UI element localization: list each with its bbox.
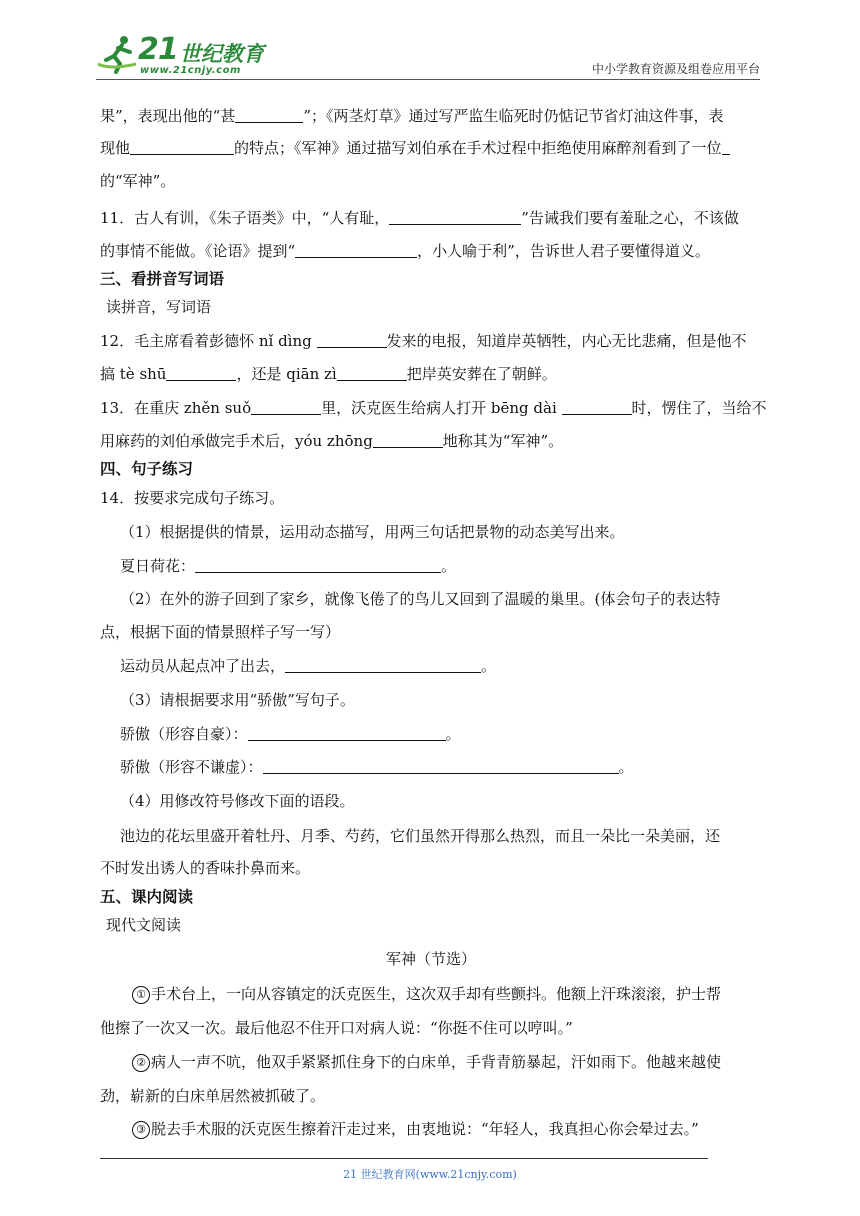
text-segment: 病人一声不吭，他双手紧紧抓住身下的白床单，手背青筋暴起，汗如雨下。他越来越使 [151,1053,722,1071]
subquestion-line: （3）请根据要求用“骄傲”写句子。 [120,691,355,709]
text-line [100,364,557,386]
answer-blank[interactable] [337,366,407,381]
answer-blank[interactable] [235,108,303,123]
text-segment: 手术台上，一向从容镇定的沃克医生，这次双手却有些颤抖。他额上汗珠滚滚，护士帮 [151,985,722,1003]
logo-url: www.21cnjy.com [140,65,241,76]
text-segment: 发来的电报，知道岸英牺牲，内心无比悲痛，但是他不 [386,332,747,350]
answer-blank[interactable] [251,400,321,415]
answer-blank[interactable] [722,140,730,155]
section-subtitle: 现代文阅读 [106,916,182,934]
text-line [100,138,730,160]
text-segment: 骄傲（形容不谦虚）： [120,758,263,776]
answer-blank[interactable] [295,243,417,258]
answer-line [120,656,496,678]
answer-line [120,556,456,578]
answer-blank[interactable] [389,210,521,225]
section-subtitle: 读拼音，写词语 [106,298,212,316]
text-segment: ，还是 qiān zì [236,365,337,383]
answer-blank[interactable] [285,658,481,673]
runner-icon [96,34,140,74]
answer-blank[interactable] [166,366,236,381]
header-divider [96,79,760,80]
text-segment: 12．毛主席看着彭德怀 nǐ dìng [100,332,317,350]
text-segment: ”告诫我们要有羞耻之心，不该做 [521,209,739,227]
site-logo[interactable] [96,30,296,78]
answer-blank[interactable] [562,400,632,415]
subquestion-line: （2）在外的游子回到了家乡，就像飞倦了的鸟儿又回到了温暖的巢里。(体会句子的表达特 [120,590,721,608]
text-line [100,106,724,128]
question-14-line: 14．按要求完成句子练习。 [100,489,285,507]
passage-paragraph [132,984,721,1006]
paragraph-number: ① [132,986,150,1004]
answer-line [120,757,634,779]
answer-blank[interactable] [317,333,387,348]
text-segment: 。 [445,725,461,743]
text-line: 点，根据下面的情景照样子写一写） [100,623,341,641]
text-segment: 运动员从起点冲了出去， [120,657,286,675]
text-segment: 骄傲（形容自豪）： [120,725,248,743]
text-segment: 。 [441,557,457,575]
text-line: 池边的花坛里盛开着牡丹、月季、芍药，它们虽然开得那么热烈，而且一朵比一朵美丽，还 [120,827,721,845]
text-segment: 搞 tè shū [100,365,167,383]
footer-divider [100,1158,708,1159]
text-segment: 时，愣住了，当给不 [631,399,767,417]
answer-blank[interactable] [195,558,441,573]
text-segment: 夏日荷花： [120,557,196,575]
logo-text: 世纪教育 [180,42,264,66]
text-segment: 13．在重庆 zhěn suǒ [100,399,252,417]
passage-paragraph [132,1052,721,1074]
answer-line [120,724,461,746]
text-line: 不时发出诱人的香味扑鼻而来。 [100,859,311,877]
text-segment: 里，沃克医生给病人打开 bēng dài [321,399,562,417]
question-11-line [100,208,739,230]
question-13-line [100,398,767,420]
passage-title: 军神（节选） [385,950,476,968]
text-segment: 的特点；《军神》通过描写刘伯承在手术过程中拒绝使用麻醉剂看到了一位 [234,139,722,157]
section-title: 四、句子练习 [100,460,194,478]
page-header [96,30,760,82]
answer-blank[interactable] [373,433,443,448]
text-line [100,241,710,263]
text-segment: ，小人喻于利”，告诉世人君子要懂得道义。 [417,242,710,260]
text-segment: 地称其为“军神”。 [442,432,564,450]
answer-blank[interactable] [130,140,234,155]
footer-link[interactable]: 21 世纪教育网(www.21cnjy.com) [343,1168,517,1181]
text-segment: 脱去手术服的沃克医生擦着汗走过来，由衷地说：“年轻人，我真担心你会晕过去。” [151,1120,699,1138]
paragraph-number: ② [132,1054,150,1072]
text-line: 劲，崭新的白床单居然被抓破了。 [100,1087,326,1105]
text-segment: 。 [618,758,634,776]
section-title: 三、看拼音写词语 [100,270,225,288]
text-segment: 。 [481,657,497,675]
section-title: 五、课内阅读 [100,888,194,906]
subquestion-line: （4）用修改符号修改下面的语段。 [120,792,355,810]
platform-name: 中小学教育资源及组卷应用平台 [591,62,760,76]
answer-blank[interactable] [248,726,446,741]
passage-paragraph [132,1119,699,1141]
text-segment: 用麻药的刘伯承做完手术后，yóu zhōng [100,432,373,450]
text-segment: 现他 [100,139,131,157]
text-line [100,431,563,453]
text-segment: 的事情不能做。《论语》提到“ [100,242,296,260]
subquestion-line: （1）根据提供的情景，运用动态描写，用两三句话把景物的动态美写出来。 [120,523,625,541]
text-segment: 11．古人有训，《朱子语类》中，“人有耻， [100,209,390,227]
text-line: 他擦了一次又一次。最后他忍不住开口对病人说：“你挺不住可以哼叫。” [100,1019,573,1037]
question-12-line [100,331,747,353]
text-line: 的“军神”。 [100,172,176,190]
answer-blank[interactable] [263,759,619,774]
logo-number: 21 [138,32,178,67]
text-segment: 果”，表现出他的“甚 [100,107,236,125]
text-segment: ”；《两茎灯草》通过写严监生临死时仍惦记节省灯油这件事，表 [303,107,724,125]
paragraph-number: ③ [132,1121,150,1139]
text-segment: 把岸英安葬在了朝鲜。 [406,365,557,383]
